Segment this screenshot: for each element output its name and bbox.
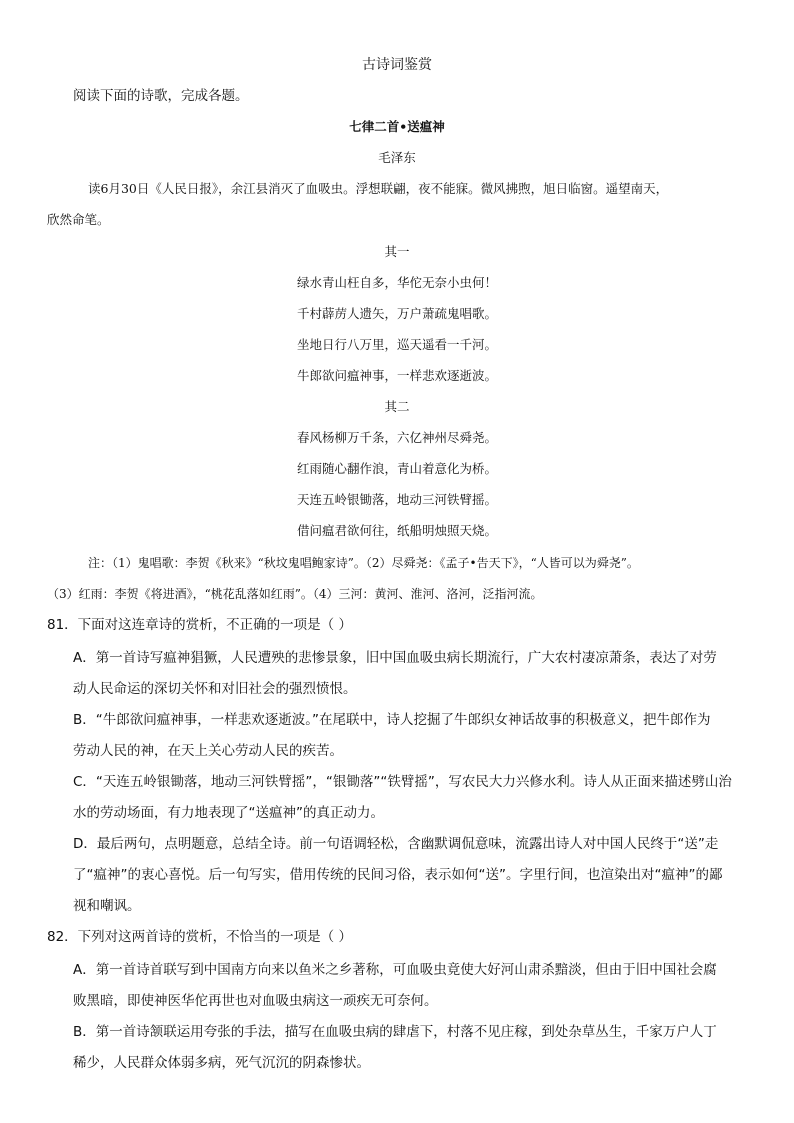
part1-heading: 其一 — [384, 244, 410, 259]
section-title: 古诗词鉴赏 — [362, 57, 432, 73]
preface-line: 读6月30日《人民日报》，余江县消灭了血吸虫。浮想联翩，夜不能寐。微风拂煦，旭日临窗。遥望南天， — [88, 181, 669, 196]
poem-author: 毛泽东 — [378, 150, 416, 165]
poem-line: 借问瘟君欲何往，纸船明烛照天烧。 — [296, 523, 497, 538]
q81-option-b: B．“牛郎欲问瘟神事，一样悲欢逐逝波。”在尾联中，诗人挖掘了牛郎织女神话故事的积极意义，把牛郎作为 — [73, 712, 711, 728]
instruction: 阅读下面的诗歌，完成各题。 — [73, 88, 249, 104]
poem-line: 绿水青山枉自多，华佗无奈小虫何！ — [296, 275, 497, 290]
poem-line: 红雨随心翻作浪，青山着意化为桥。 — [296, 461, 497, 476]
poem-line: 坐地日行八万里，巡天遥看一千河。 — [296, 337, 497, 352]
preface-line: 欣然命笔。 — [47, 212, 110, 227]
q82-option-a: A．第一首诗首联写到中国南方向来以鱼米之乡著称，可血吸虫竟使大好河山肃杀黯淡，但由于旧中国社会腐 — [73, 962, 717, 978]
question-82-stem: 82．下列对这两首诗的赏析，不恰当的一项是（ ） — [47, 929, 352, 945]
q82-option-b-cont: 稀少，人民群众体弱多病，死气沉沉的阴森惨状。 — [73, 1055, 370, 1071]
note-line: 注：（1）鬼唱歌：李贺《秋来》“秋坟鬼唱鲍家诗”。（2）尽舜尧：《孟子•告天下》，“人皆可以为舜尧”。 — [88, 556, 639, 570]
q81-option-a: A．第一首诗写瘟神猖獗，人民遭殃的悲惨景象，旧中国血吸虫病长期流行，广大农村凄凉萧条，表达了对劳 — [73, 650, 717, 666]
poem-line: 千村薜苈人遗矢，万户萧疏鬼唱歌。 — [296, 306, 497, 321]
poem-line: 天连五岭银锄落，地动三河铁臂摇。 — [296, 492, 497, 507]
part2-heading: 其二 — [384, 399, 410, 414]
q81-option-b-cont: 劳动人民的神，在天上关心劳动人民的疾苦。 — [73, 743, 343, 759]
q81-option-a-cont: 动人民命运的深切关怀和对旧社会的强烈愤恨。 — [73, 681, 357, 697]
note-line: （3）红雨：李贺《将进酒》，“桃花乱落如红雨”。（4）三河：黄河、淮河、洛河，泛指河流。 — [47, 587, 543, 601]
poem-title: 七律二首•送瘟神 — [349, 119, 445, 134]
q81-option-c-cont: 水的劳动场面，有力地表现了“送瘟神”的真正动力。 — [73, 805, 384, 821]
q81-option-d: D．最后两句，点明题意，总结全诗。前一句语调轻松，含幽默调侃意味，流露出诗人对中国人民终于“送”走 — [73, 836, 719, 852]
question-81-stem: 81．下面对这连章诗的赏析，不正确的一项是（ ） — [47, 617, 352, 633]
q81-option-d-cont: 视和嘲讽。 — [73, 898, 141, 914]
q81-option-c: C．“天连五岭银锄落，地动三河铁臂摇”，“银锄落”“铁臂摇”，写农民大力兴修水利。诗人从正面来描述劈山治 — [73, 774, 732, 790]
q82-option-a-cont: 败黑暗，即使神医华佗再世也对血吸虫病这一顽疾无可奈何。 — [73, 993, 438, 1009]
q82-option-b: B．第一首诗颔联运用夸张的手法，描写在血吸虫病的肆虐下，村落不见庄稼，到处杂草丛生，千家万户人丁 — [73, 1024, 717, 1040]
poem-line: 春风杨柳万千条，六亿神州尽舜尧。 — [296, 430, 497, 445]
q81-option-d-cont: 了“瘟神”的衷心喜悦。后一句写实，借用传统的民间习俗，表示如何“送”。字里行间，也渲染出对“瘟神”的鄙 — [73, 867, 723, 883]
poem-line: 牛郎欲问瘟神事，一样悲欢逐逝波。 — [296, 368, 497, 383]
